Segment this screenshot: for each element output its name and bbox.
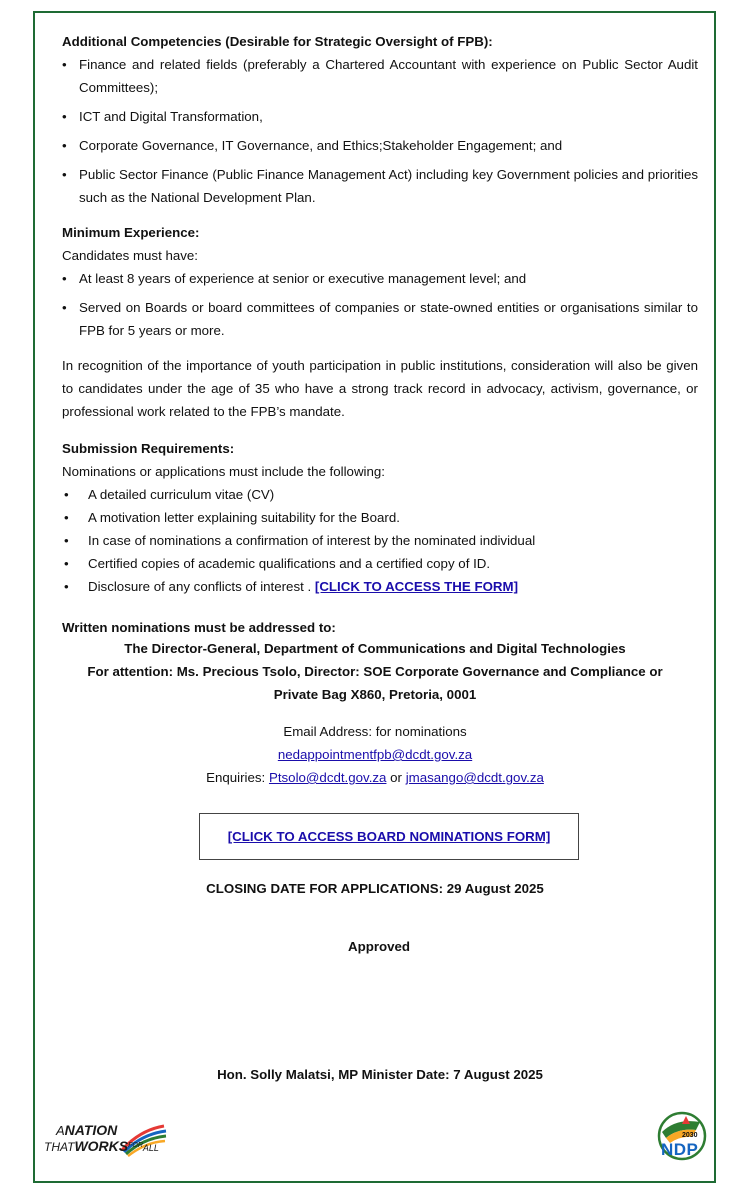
email-label: Email Address: for nominations: [283, 724, 467, 739]
youth-paragraph: In recognition of the importance of youth participation in public institutions, consideration will also be given to candidates under the age of 35 who have a strong track record in advocacy, activism, governance, or professional work related to the FPB’s mandate.: [62, 358, 698, 419]
closing-date: CLOSING DATE FOR APPLICATIONS: 29 August 2025: [206, 881, 544, 896]
address-line-2: For attention: Ms. Precious Tsolo, Director: SOE Corporate Governance and Compliance or: [87, 664, 663, 679]
logo-nation: NATION: [64, 1122, 118, 1138]
ndp-year: 2030: [682, 1132, 698, 1139]
nomination-email-link[interactable]: nedappointmentfpb@dcdt.gov.za: [277, 747, 473, 762]
nation-that-works-logo: [44, 1120, 174, 1160]
list-item: • At least 8 years of experience at senior or executive management level; and: [62, 267, 698, 290]
address-block: [40, 637, 710, 706]
list-item: • In case of nominations a confirmation of interest by the nominated individual: [64, 529, 698, 552]
document-body: [62, 30, 698, 639]
submission-list: [62, 483, 698, 598]
ndp-2030-logo: [656, 1110, 708, 1166]
enquiries-line: [40, 766, 710, 789]
list-item: • ICT and Digital Transformation,: [62, 105, 698, 128]
board-nominations-form-link[interactable]: [CLICK TO ACCESS BOARD NOMINATIONS FORM]: [227, 829, 551, 844]
list-item: • Public Sector Finance (Public Finance Management Act) including key Government policies and priorities such as the National Development Plan.: [62, 163, 698, 209]
submission-intro: Nominations or applications must include the following:: [62, 464, 385, 479]
submission-heading: Submission Requirements:: [62, 441, 235, 456]
address-line-1: The Director-General, Department of Communications and Digital Technologies: [124, 641, 626, 656]
ndp-text: NDP: [661, 1140, 699, 1159]
signatory-line: Hon. Solly Malatsi, MP Minister Date: 7 August 2025: [217, 1067, 543, 1082]
list-item: • Certified copies of academic qualifications and a certified copy of ID.: [64, 552, 698, 575]
enquiry-email-1-link[interactable]: Ptsolo@dcdt.gov.za: [268, 770, 387, 785]
address-line-3: Private Bag X860, Pretoria, 0001: [273, 687, 477, 702]
logo-works: WORKS: [74, 1138, 129, 1154]
list-item: • A motivation letter explaining suitability for the Board.: [64, 506, 698, 529]
logo-for: FOR: [128, 1142, 143, 1149]
list-item: • Served on Boards or board committees of companies or state-owned entities or organisations similar to FPB for 5 years or more.: [62, 296, 698, 342]
experience-list: [62, 267, 698, 342]
logo-that: THAT: [44, 1140, 75, 1154]
board-form-box: [199, 813, 579, 860]
address-heading: Written nominations must be addressed to:: [62, 620, 336, 635]
conflicts-text: Disclosure of any conflicts of interest .: [88, 579, 312, 594]
contact-block: [40, 720, 710, 789]
list-item: • Finance and related fields (preferably a Chartered Accountant with experience on Public Sector Audit Committees);: [62, 53, 698, 99]
experience-intro: Candidates must have:: [62, 248, 199, 263]
list-item: • Corporate Governance, IT Governance, and Ethics;Stakeholder Engagement; and: [62, 134, 698, 157]
enquiry-email-2-link[interactable]: jmasango@dcdt.gov.za: [405, 770, 544, 785]
logo-a: A: [56, 1123, 65, 1138]
experience-heading: Minimum Experience:: [62, 225, 200, 240]
or-text: or: [390, 770, 402, 785]
competencies-list: [62, 53, 698, 209]
list-item: • A detailed curriculum vitae (CV): [64, 483, 698, 506]
list-item: [64, 575, 698, 598]
enquiries-label: Enquiries:: [206, 770, 266, 785]
competencies-heading: Additional Competencies (Desirable for Strategic Oversight of FPB):: [62, 34, 493, 49]
logo-all: ALL: [142, 1143, 159, 1153]
access-form-link[interactable]: [CLICK TO ACCESS THE FORM]: [314, 579, 519, 594]
approved-label: Approved: [347, 939, 411, 954]
